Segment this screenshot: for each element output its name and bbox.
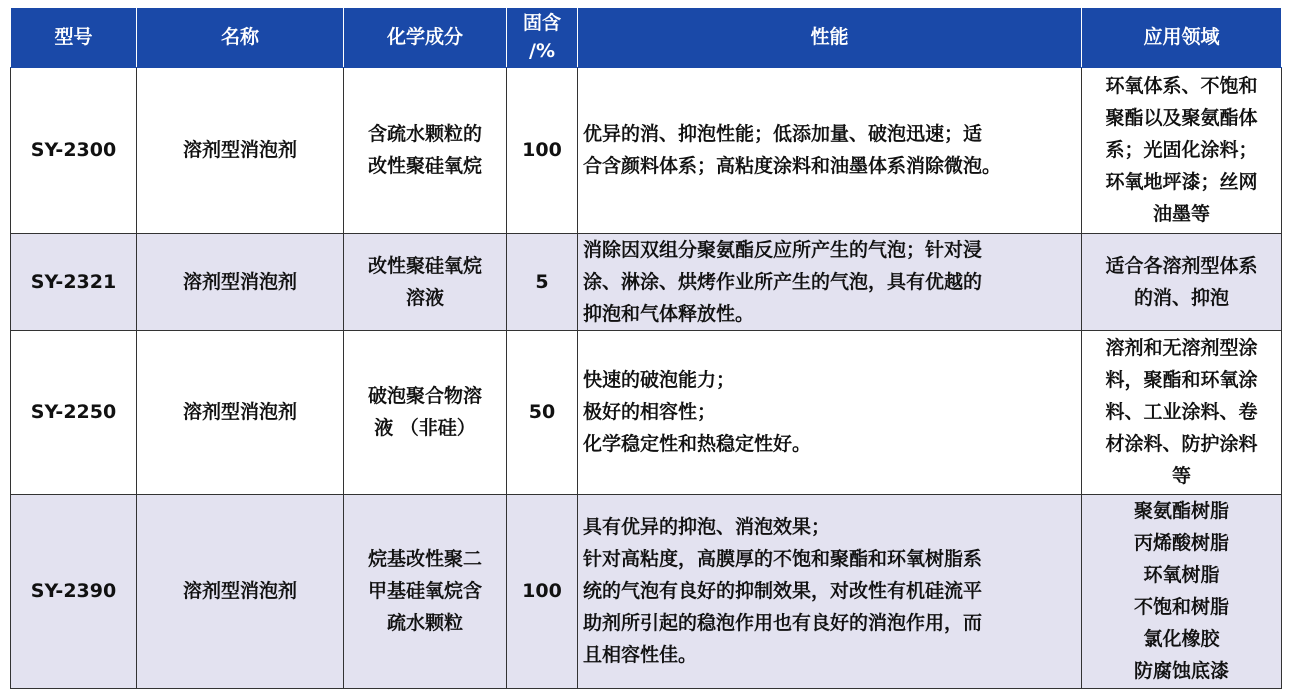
- table-row: [11, 233, 1282, 330]
- cell-model: SY-2300: [11, 67, 137, 233]
- product-spec-table: [10, 8, 1282, 689]
- text-line: 适合各溶剂型体系: [1105, 254, 1258, 277]
- cell-model: SY-2250: [11, 330, 137, 494]
- text-line: 消除因双组分聚氨酯反应所产生的气泡；针对浸: [583, 238, 983, 261]
- text-line: 油墨等: [1152, 203, 1210, 225]
- text-line: 等: [1171, 465, 1191, 487]
- text-line: 合含颜料体系；高粘度涂料和油墨体系消除微泡。: [583, 155, 1002, 177]
- text-line: 溶剂和无溶剂型涂: [1105, 337, 1258, 359]
- header-solid-line2: /%: [529, 40, 555, 63]
- table-row: [11, 67, 1282, 233]
- cell-solid: 50: [507, 330, 578, 494]
- text-line: 材涂料、防护涂料: [1105, 433, 1258, 455]
- cell-composition: [344, 67, 507, 233]
- text-line: 抑泡和气体释放性。: [583, 302, 755, 325]
- text-line: 系；光固化涂料；: [1105, 139, 1258, 161]
- text-line: 统的气泡有良好的抑制效果，对改性有机硅流平: [583, 580, 983, 602]
- cell-application: [1082, 330, 1282, 494]
- cell-name: 溶剂型消泡剂: [137, 494, 344, 688]
- header-model: 型号: [11, 8, 137, 67]
- text-line: 料、工业涂料、卷: [1105, 401, 1258, 423]
- cell-composition: [344, 494, 507, 688]
- table-row: [11, 494, 1282, 688]
- cell-solid: 100: [507, 494, 578, 688]
- text-line: 聚酯以及聚氨酯体: [1105, 107, 1258, 129]
- text-line: 料，聚酯和环氧涂: [1105, 369, 1258, 391]
- cell-application: [1082, 494, 1282, 688]
- text-line: 防腐蚀底漆: [1133, 660, 1229, 682]
- text-line: 丙烯酸树脂: [1133, 532, 1229, 554]
- table-row: [11, 330, 1282, 494]
- cell-performance: [578, 330, 1082, 494]
- text-line: 改性聚硅氧烷: [367, 155, 482, 177]
- cell-application: [1082, 67, 1282, 233]
- text-line: 助剂所引起的稳泡作用也有良好的消泡作用，而: [583, 612, 983, 634]
- cell-performance: [578, 67, 1082, 233]
- text-line: 的消、抑泡: [1133, 286, 1229, 309]
- text-line: 破泡聚合物溶: [367, 385, 482, 407]
- header-name: 名称: [137, 8, 344, 67]
- cell-solid: 5: [507, 233, 578, 330]
- text-line: 针对高粘度，高膜厚的不饱和聚酯和环氧树脂系: [583, 548, 983, 570]
- text-line: 改性聚硅氧烷: [367, 254, 482, 277]
- text-line: 极好的相容性；: [583, 401, 717, 423]
- cell-composition: [344, 233, 507, 330]
- text-line: 液 （非硅）: [374, 417, 476, 439]
- text-line: 烷基改性聚二: [367, 548, 482, 570]
- text-line: 且相容性佳。: [583, 644, 698, 666]
- text-line: 快速的破泡能力；: [583, 369, 736, 391]
- text-line: 环氧体系、不饱和: [1105, 75, 1258, 97]
- text-line: 具有优异的抑泡、消泡效果；: [583, 516, 831, 538]
- cell-name: 溶剂型消泡剂: [137, 233, 344, 330]
- cell-solid: 100: [507, 67, 578, 233]
- text-line: 聚氨酯树脂: [1133, 500, 1229, 522]
- text-line: 含疏水颗粒的: [367, 123, 482, 145]
- text-line: 环氧树脂: [1143, 564, 1220, 586]
- text-line: 甲基硅氧烷含: [367, 580, 482, 602]
- header-performance: 性能: [578, 8, 1082, 67]
- header-application: 应用领域: [1082, 8, 1282, 67]
- text-line: 疏水颗粒: [386, 612, 463, 634]
- cell-model: SY-2321: [11, 233, 137, 330]
- cell-name: 溶剂型消泡剂: [137, 67, 344, 233]
- text-line: 不饱和树脂: [1133, 596, 1229, 618]
- text-line: 化学稳定性和热稳定性好。: [583, 433, 812, 455]
- text-line: 溶液: [405, 286, 444, 309]
- cell-model: SY-2390: [11, 494, 137, 688]
- cell-name: 溶剂型消泡剂: [137, 330, 344, 494]
- text-line: 涂、淋涂、烘烤作业所产生的气泡，具有优越的: [583, 270, 983, 293]
- cell-performance: [578, 233, 1082, 330]
- header-composition: 化学成分: [344, 8, 507, 67]
- cell-application: [1082, 233, 1282, 330]
- header-solid-line1: 固含: [522, 12, 561, 35]
- header-solid-content: [507, 8, 578, 67]
- text-line: 环氧地坪漆；丝网: [1105, 171, 1258, 193]
- cell-performance: [578, 494, 1082, 688]
- text-line: 优异的消、抑泡性能；低添加量、破泡迅速；适: [583, 123, 983, 145]
- table-header-row: [11, 8, 1282, 67]
- text-line: 氯化橡胶: [1143, 628, 1220, 650]
- cell-composition: [344, 330, 507, 494]
